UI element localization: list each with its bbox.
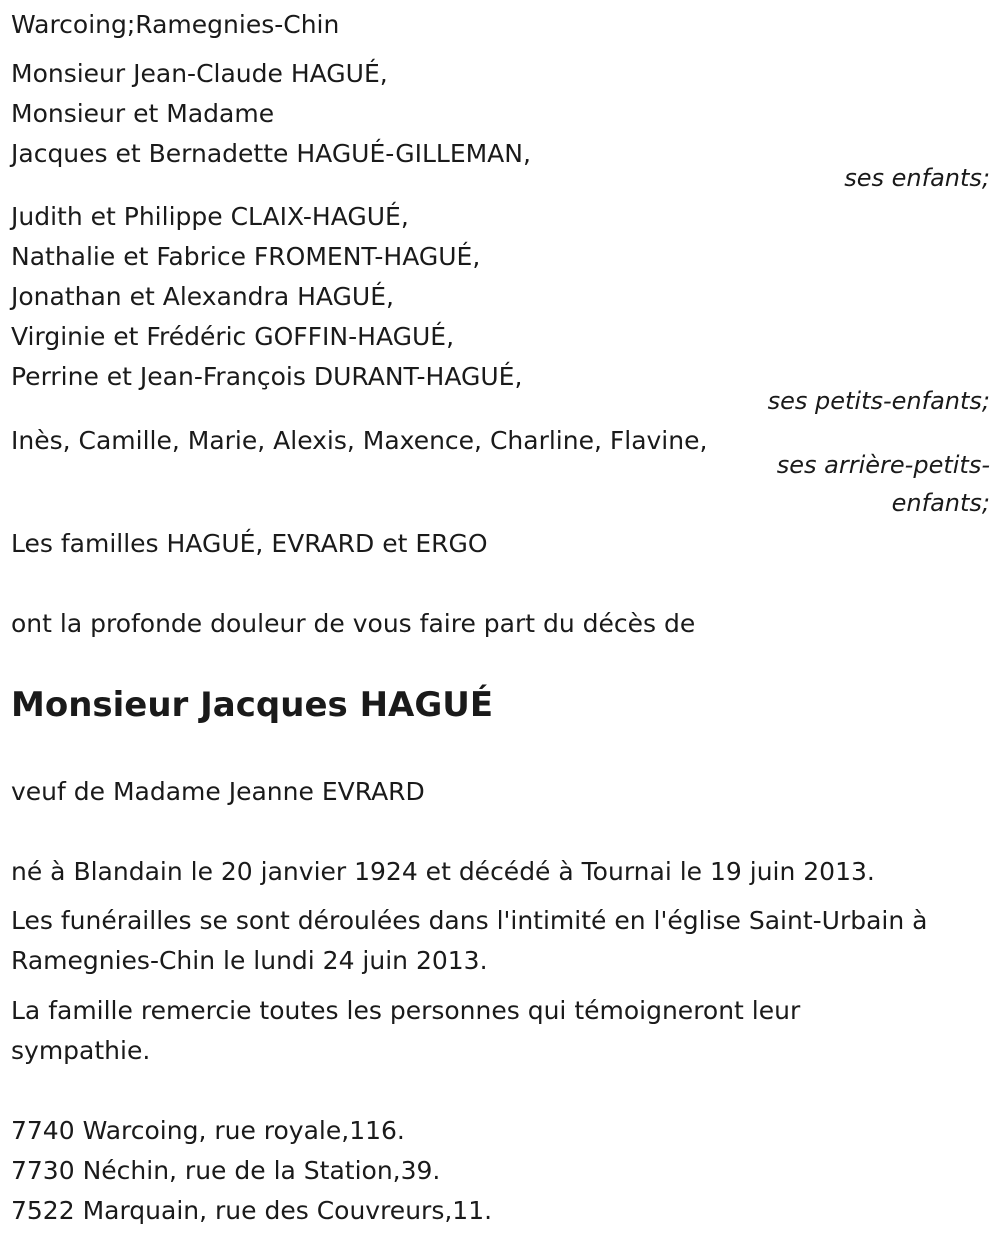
thanks-line-cont: sympathie. (11, 1036, 151, 1065)
address-line: 7522 Marquain, rue des Couvreurs,11. (11, 1196, 493, 1225)
funeral-line: Les funérailles se sont déroulées dans l'intimité en l'église Saint-Urbain à (11, 906, 928, 935)
grandchildren-label: ses petits-enfants; (767, 387, 990, 415)
grandchild-line: Virginie et Frédéric GOFFIN-HAGUÉ, (11, 322, 455, 351)
great-grandchildren-line: Inès, Camille, Marie, Alexis, Maxence, Charline, Flavine, (11, 426, 708, 455)
grandchild-line: Jonathan et Alexandra HAGUÉ, (11, 282, 394, 311)
child-line: Monsieur Jean-Claude HAGUÉ, (11, 59, 388, 88)
funeral-line-cont: Ramegnies-Chin le lundi 24 juin 2013. (11, 946, 488, 975)
great-grandchildren-label: ses arrière-petits- (776, 451, 990, 479)
announcement-line: ont la profonde douleur de vous faire part du décès de (11, 609, 696, 638)
thanks-line: La famille remercie toutes les personnes qui témoigneront leur (11, 996, 801, 1025)
grandchild-line: Nathalie et Fabrice FROMENT-HAGUÉ, (11, 242, 481, 271)
address-line: 7740 Warcoing, rue royale,116. (11, 1116, 405, 1145)
families-line: Les familles HAGUÉ, EVRARD et ERGO (11, 529, 488, 558)
child-line: Monsieur et Madame (11, 99, 275, 128)
grandchild-line: Judith et Philippe CLAIX-HAGUÉ, (11, 202, 409, 231)
place-header: Warcoing;Ramegnies-Chin (11, 10, 340, 39)
deceased-name: Monsieur Jacques HAGUÉ (11, 685, 494, 725)
grandchild-line: Perrine et Jean-François DURANT-HAGUÉ, (11, 362, 523, 391)
birth-death-line: né à Blandain le 20 janvier 1924 et décédé à Tournai le 19 juin 2013. (11, 857, 875, 886)
widower-line: veuf de Madame Jeanne EVRARD (11, 777, 425, 806)
great-grandchildren-label-cont: enfants; (891, 489, 990, 517)
child-line: Jacques et Bernadette HAGUÉ-GILLEMAN, (11, 139, 531, 168)
address-line: 7730 Néchin, rue de la Station,39. (11, 1156, 441, 1185)
children-label: ses enfants; (844, 164, 990, 192)
